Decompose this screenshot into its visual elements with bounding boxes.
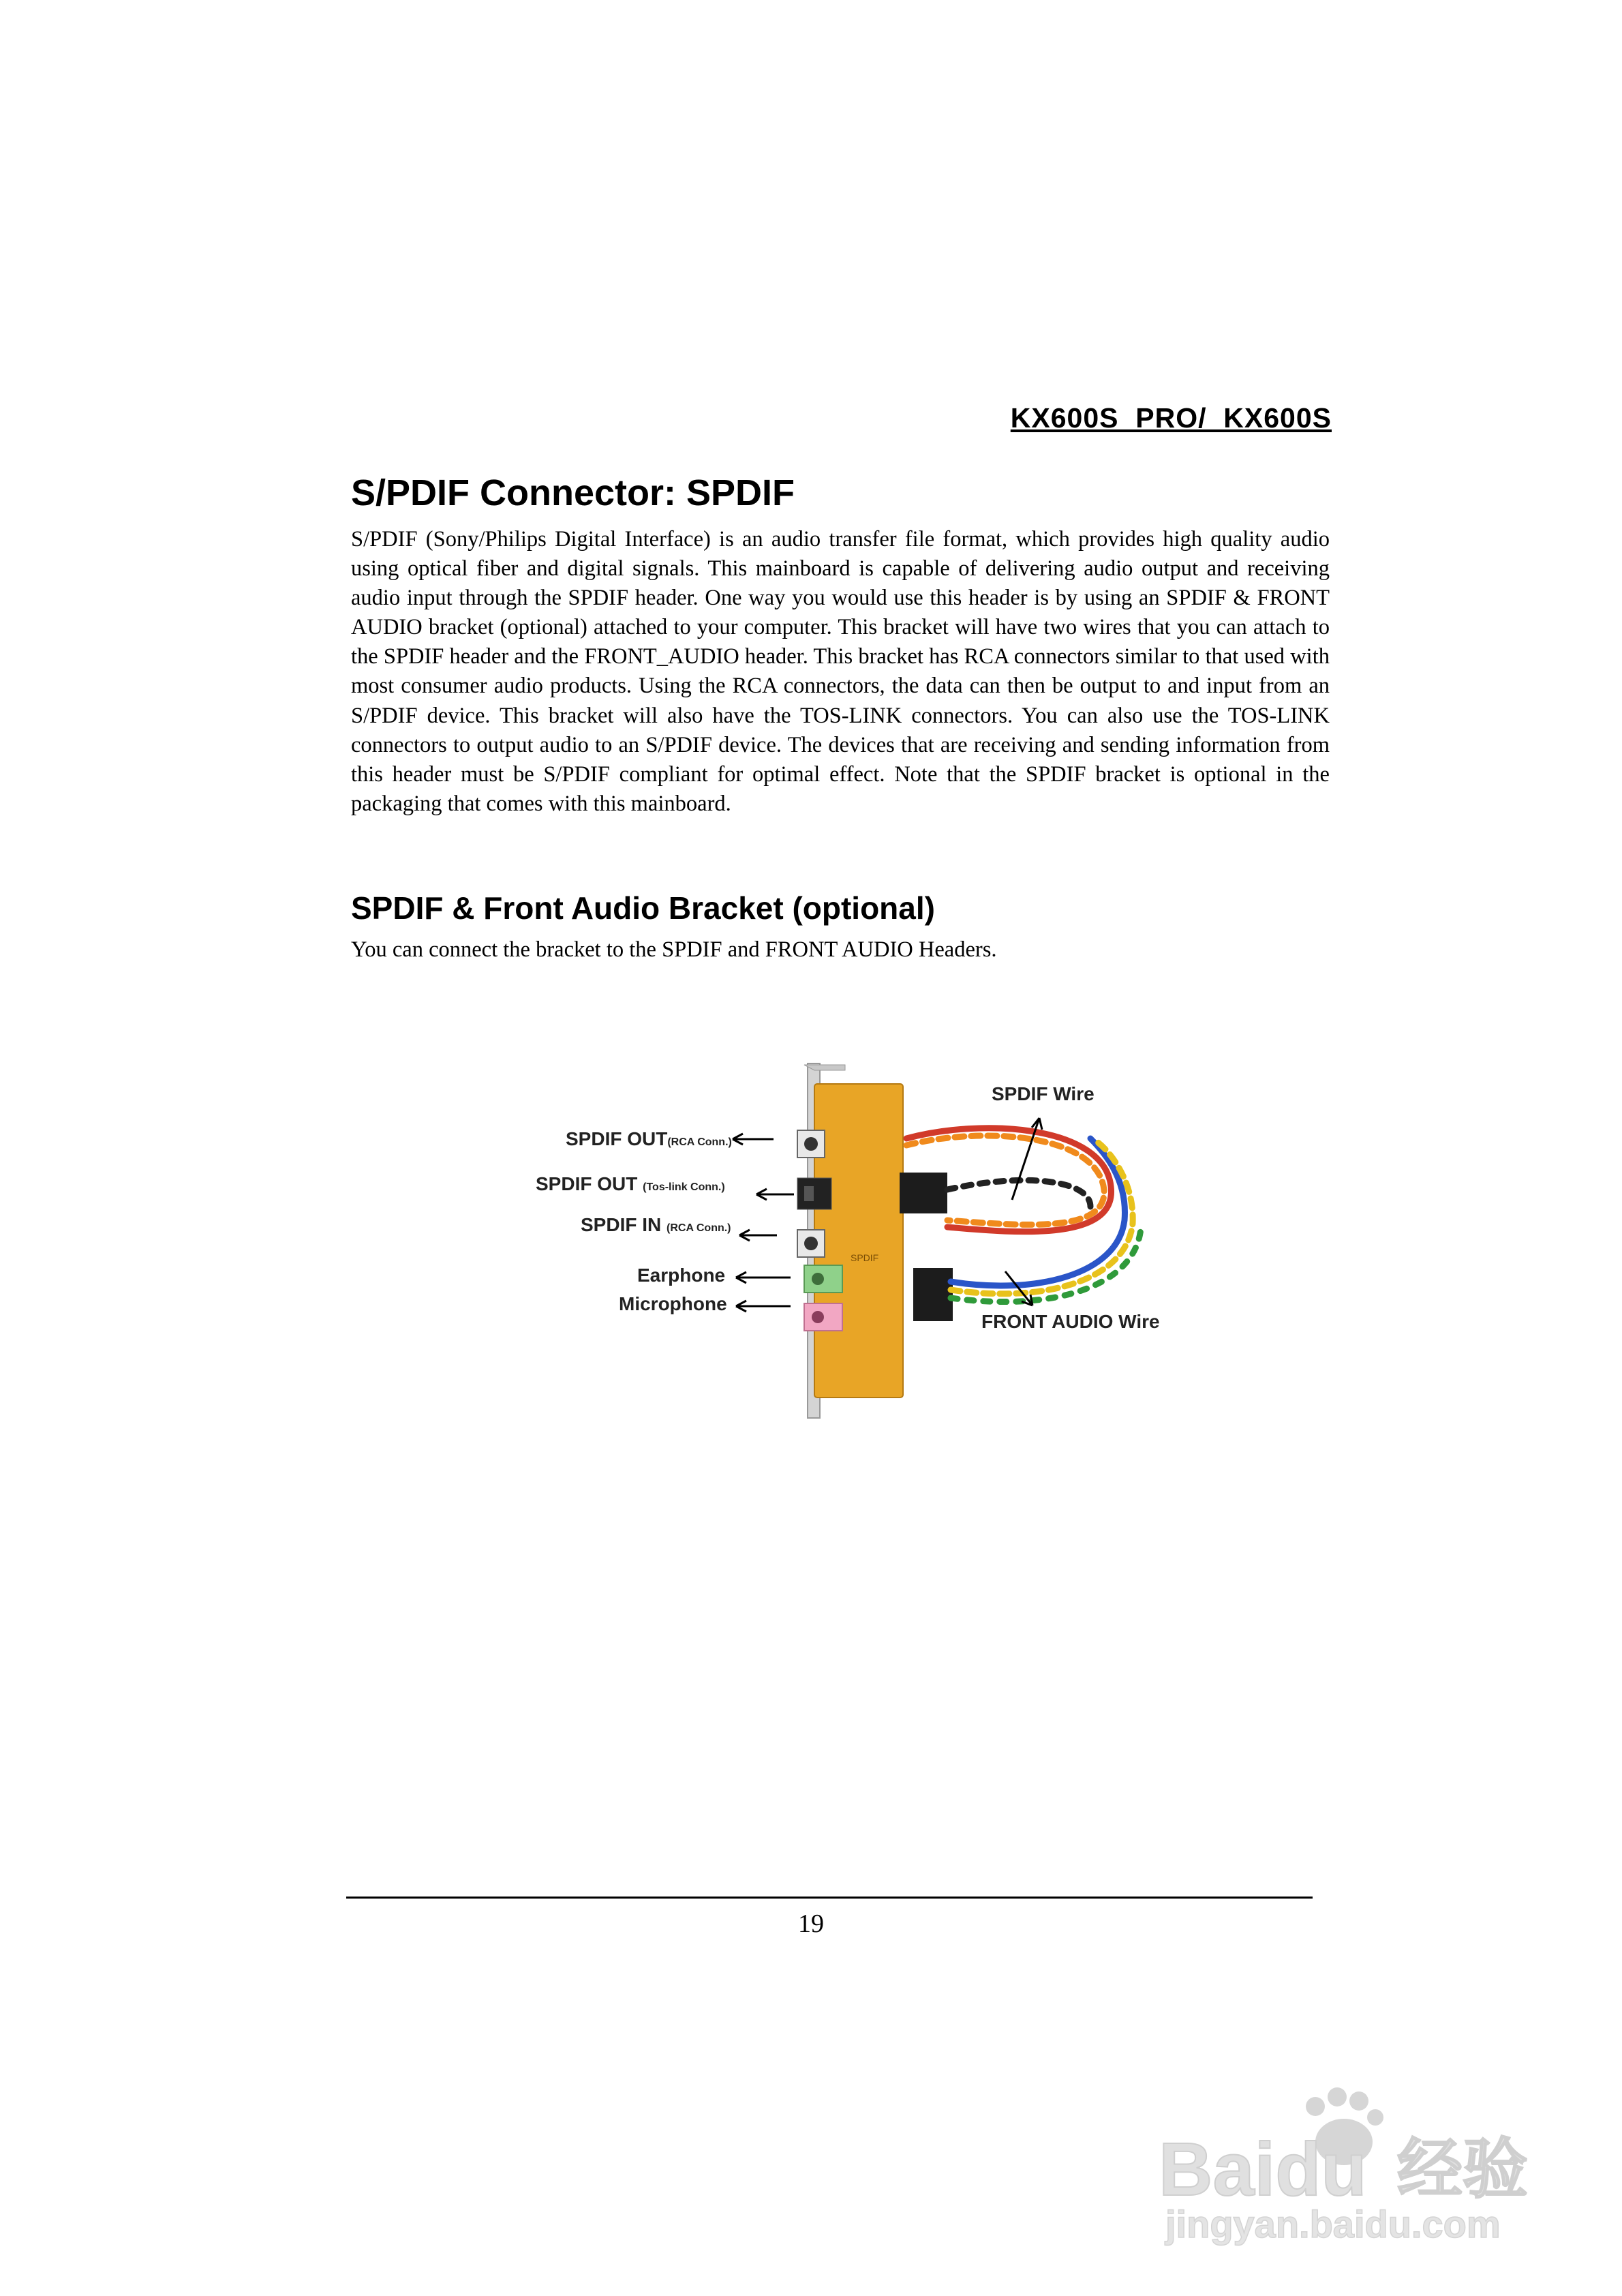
rca-out-connector [797, 1130, 825, 1158]
arrow-earphone [736, 1272, 791, 1283]
arrow-spdif-out-rca [733, 1134, 774, 1145]
bracket-connect-text: You can connect the bracket to the SPDIF and FRONT AUDIO Headers. [351, 937, 997, 962]
board-print-text: SPDIF [851, 1252, 879, 1263]
toslink-connector [797, 1178, 831, 1209]
arrow-spdif-in [739, 1230, 777, 1241]
label-spdif-out-rca: SPDIF OUT(RCA Conn.) [566, 1128, 732, 1149]
label-spdif-in: SPDIF IN (RCA Conn.) [581, 1214, 731, 1235]
pcb-board [814, 1084, 903, 1398]
arrow-microphone [736, 1301, 791, 1312]
label-spdif-out-tos: SPDIF OUT (Tos-link Conn.) [536, 1173, 725, 1194]
label-spdif-wire: SPDIF Wire [992, 1083, 1095, 1104]
label-microphone: Microphone [619, 1293, 727, 1314]
spdif-bracket-figure [504, 1050, 1227, 1432]
watermark-url: jingyan.baidu.com [1165, 2203, 1501, 2246]
watermark-cn: 经验 [1397, 2131, 1528, 2207]
arrow-spdif-out-tos [756, 1189, 794, 1200]
page-number: 19 [798, 1909, 824, 1938]
rca-in-connector [797, 1230, 825, 1257]
spdif-description-paragraph: S/PDIF (Sony/Philips Digital Interface) is an audio transfer file format, which provides high quality audio using optical fiber and digital signals. This mainboard is capable of delivering audio output and receiving audio input through the SPDIF header. One way you would use this header is by using an SPDIF & FRONT AUDIO bracket (optional) attached to your computer. This bracket will have two wires that you can attach to the SPDIF header and the FRONT_AUDIO header. This bracket has RCA connectors similar to that used with most consumer audio products. Using the RCA connectors, the data can then be output to and input from an S/PDIF device. This bracket will also have the TOS-LINK connectors. You can also use the TOS-LINK connectors to output audio to an S/PDIF device. The devices that are receiving and sending information from this header must be S/PDIF compliant for optimal effect. Note that the SPDIF bracket is optional in the packaging that comes with this mainboard. [351, 527, 1330, 816]
section-title-spdif-connector: S/PDIF Connector: SPDIF [351, 472, 795, 513]
footer-rule [346, 1897, 1313, 1899]
front-audio-header-plug [913, 1268, 953, 1321]
watermark-brand: Baidu [1159, 2128, 1367, 2211]
spdif-header-plug [900, 1173, 947, 1213]
page-header-model: KX600S PRO/ KX600S [1010, 402, 1332, 434]
section-title-bracket: SPDIF & Front Audio Bracket (optional) [351, 890, 935, 926]
baidu-jingyan-watermark [1159, 2079, 1540, 2250]
label-front-audio-wire: FRONT AUDIO Wire [981, 1311, 1160, 1332]
label-earphone: Earphone [637, 1265, 726, 1286]
